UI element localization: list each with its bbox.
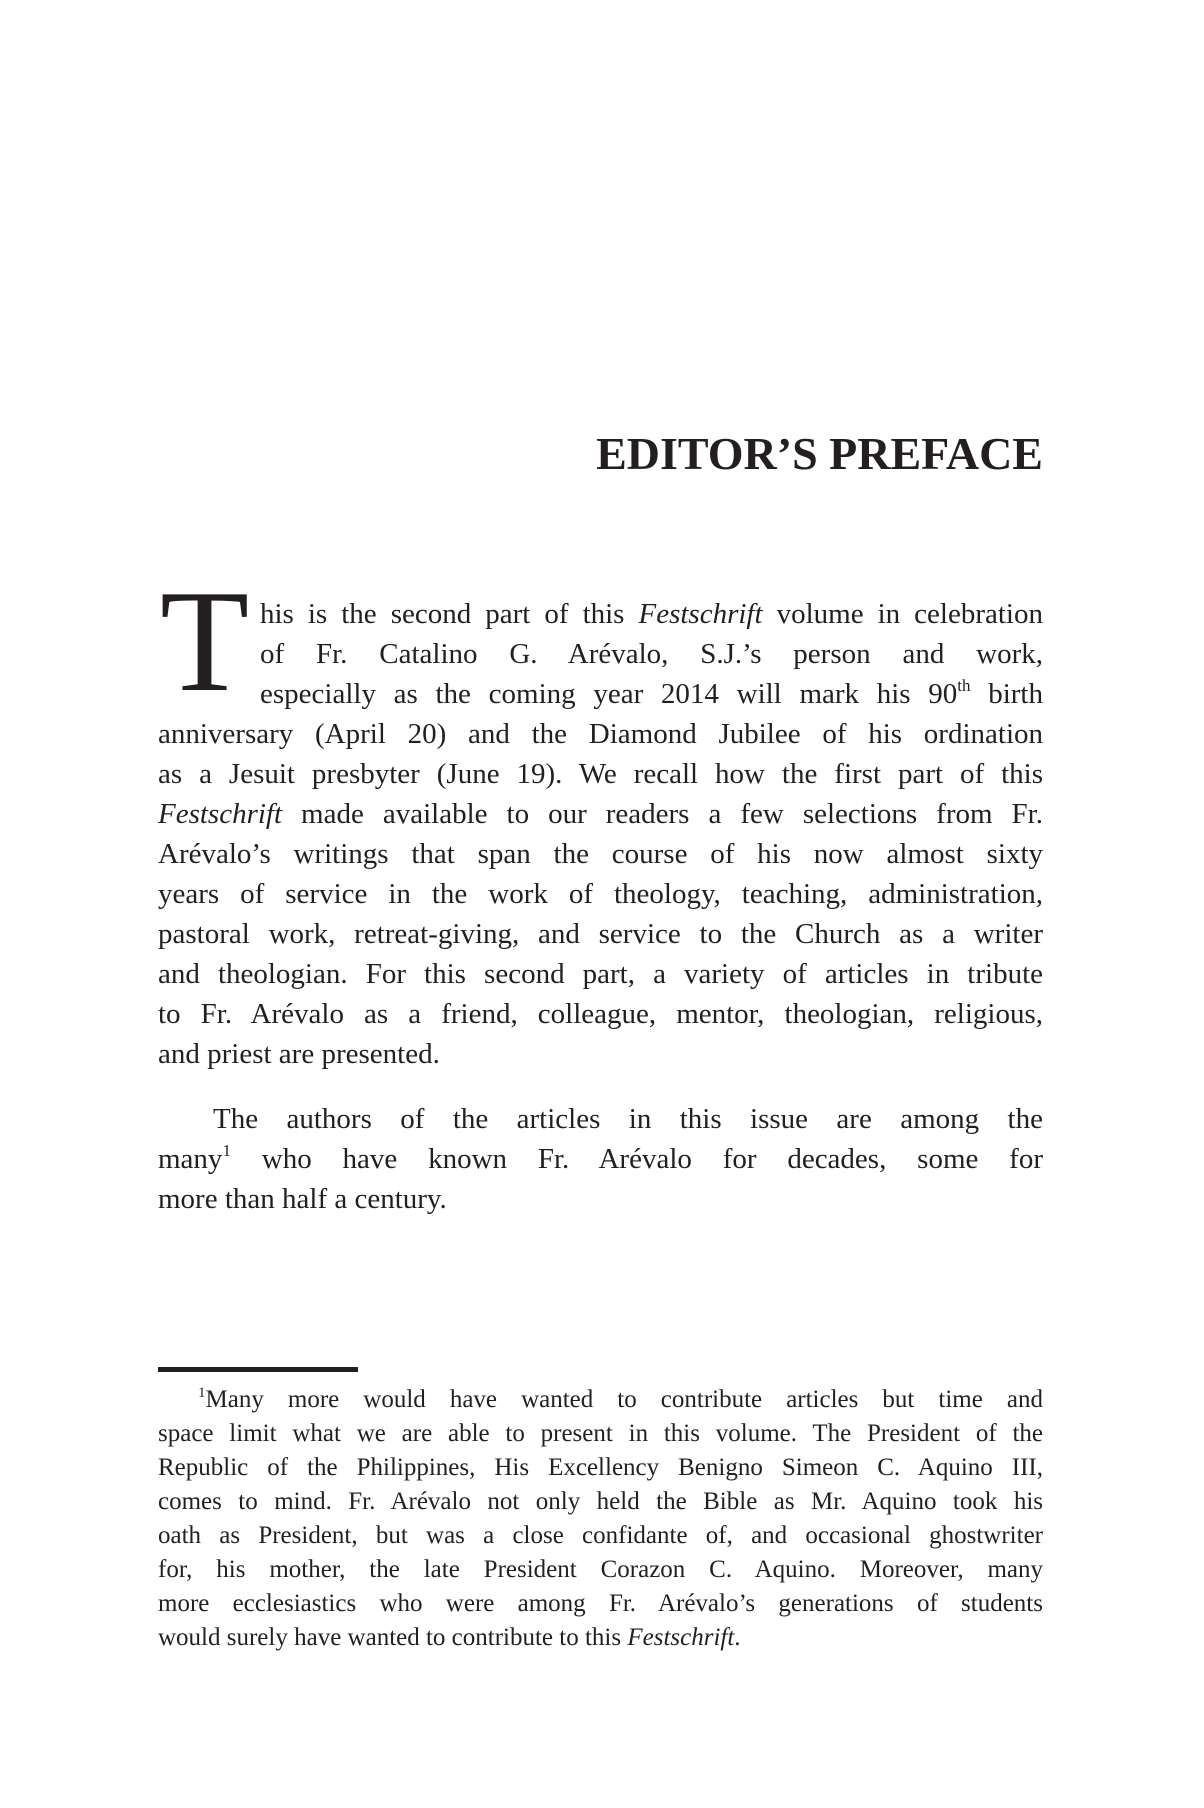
- footnote-divider: [158, 1367, 358, 1372]
- text-line: especially as the coming year 2014 will mark his 90th birth: [260, 676, 1043, 710]
- text-line: Republic of the Philippines, His Excellency Benigno Simeon C. Aquino III,: [158, 1454, 1043, 1481]
- text-line: years of service in the work of theology, teaching, administration,: [158, 878, 1043, 910]
- text-line: would surely have wanted to contribute to this Festschrift.: [158, 1624, 741, 1651]
- text-line: Arévalo’s writings that span the course of his now almost sixty: [158, 838, 1043, 870]
- text-line: and priest are presented.: [158, 1038, 440, 1070]
- paragraph-2: [158, 1099, 1043, 1219]
- footnote: [158, 1383, 1043, 1655]
- drop-cap: T: [160, 560, 250, 722]
- text-line: many$^1$ who have known Fr. Arévalo for decades, some for: [158, 1141, 1043, 1175]
- footnote-reference[interactable]: 1: [222, 1141, 231, 1160]
- text-line: $^1$Many more would have wanted to contribute articles but time and: [198, 1385, 1043, 1413]
- text-line: comes to mind. Fr. Arévalo not only held the Bible as Mr. Aquino took his: [158, 1488, 1043, 1515]
- footnote-marker: 1: [198, 1385, 206, 1401]
- text-line: space limit what we are able to present in this volume. The President of the: [158, 1420, 1043, 1447]
- text-line: his is the second part of this Festschrift volume in celebration: [260, 598, 1043, 630]
- text-line: of Fr. Catalino G. Arévalo, S.J.’s person and work,: [260, 638, 1043, 670]
- text-line: anniversary (April 20) and the Diamond Jubilee of his ordination: [158, 718, 1043, 750]
- text-line: oath as President, but was a close confidante of, and occasional ghostwriter: [158, 1522, 1043, 1549]
- text-line: for, his mother, the late President Corazon C. Aquino. Moreover, many: [158, 1556, 1043, 1583]
- text-line: The authors of the articles in this issue are among the: [213, 1103, 1043, 1135]
- text-line: as a Jesuit presbyter (June 19). We recall how the first part of this: [158, 758, 1043, 790]
- text-line: pastoral work, retreat-giving, and service to the Church as a writer: [158, 918, 1043, 950]
- text-line: more ecclesiastics who were among Fr. Arévalo’s generations of students: [158, 1590, 1043, 1617]
- text-line: to Fr. Arévalo as a friend, colleague, mentor, theologian, religious,: [158, 998, 1043, 1030]
- text-line: more than half a century.: [158, 1183, 447, 1215]
- page-title: EDITOR’S PREFACE: [596, 428, 1043, 479]
- paragraph-1: [158, 594, 1043, 1074]
- text-line: and theologian. For this second part, a variety of articles in tribute: [158, 958, 1043, 990]
- text-line: Festschrift made available to our readers a few selections from Fr.: [158, 798, 1043, 830]
